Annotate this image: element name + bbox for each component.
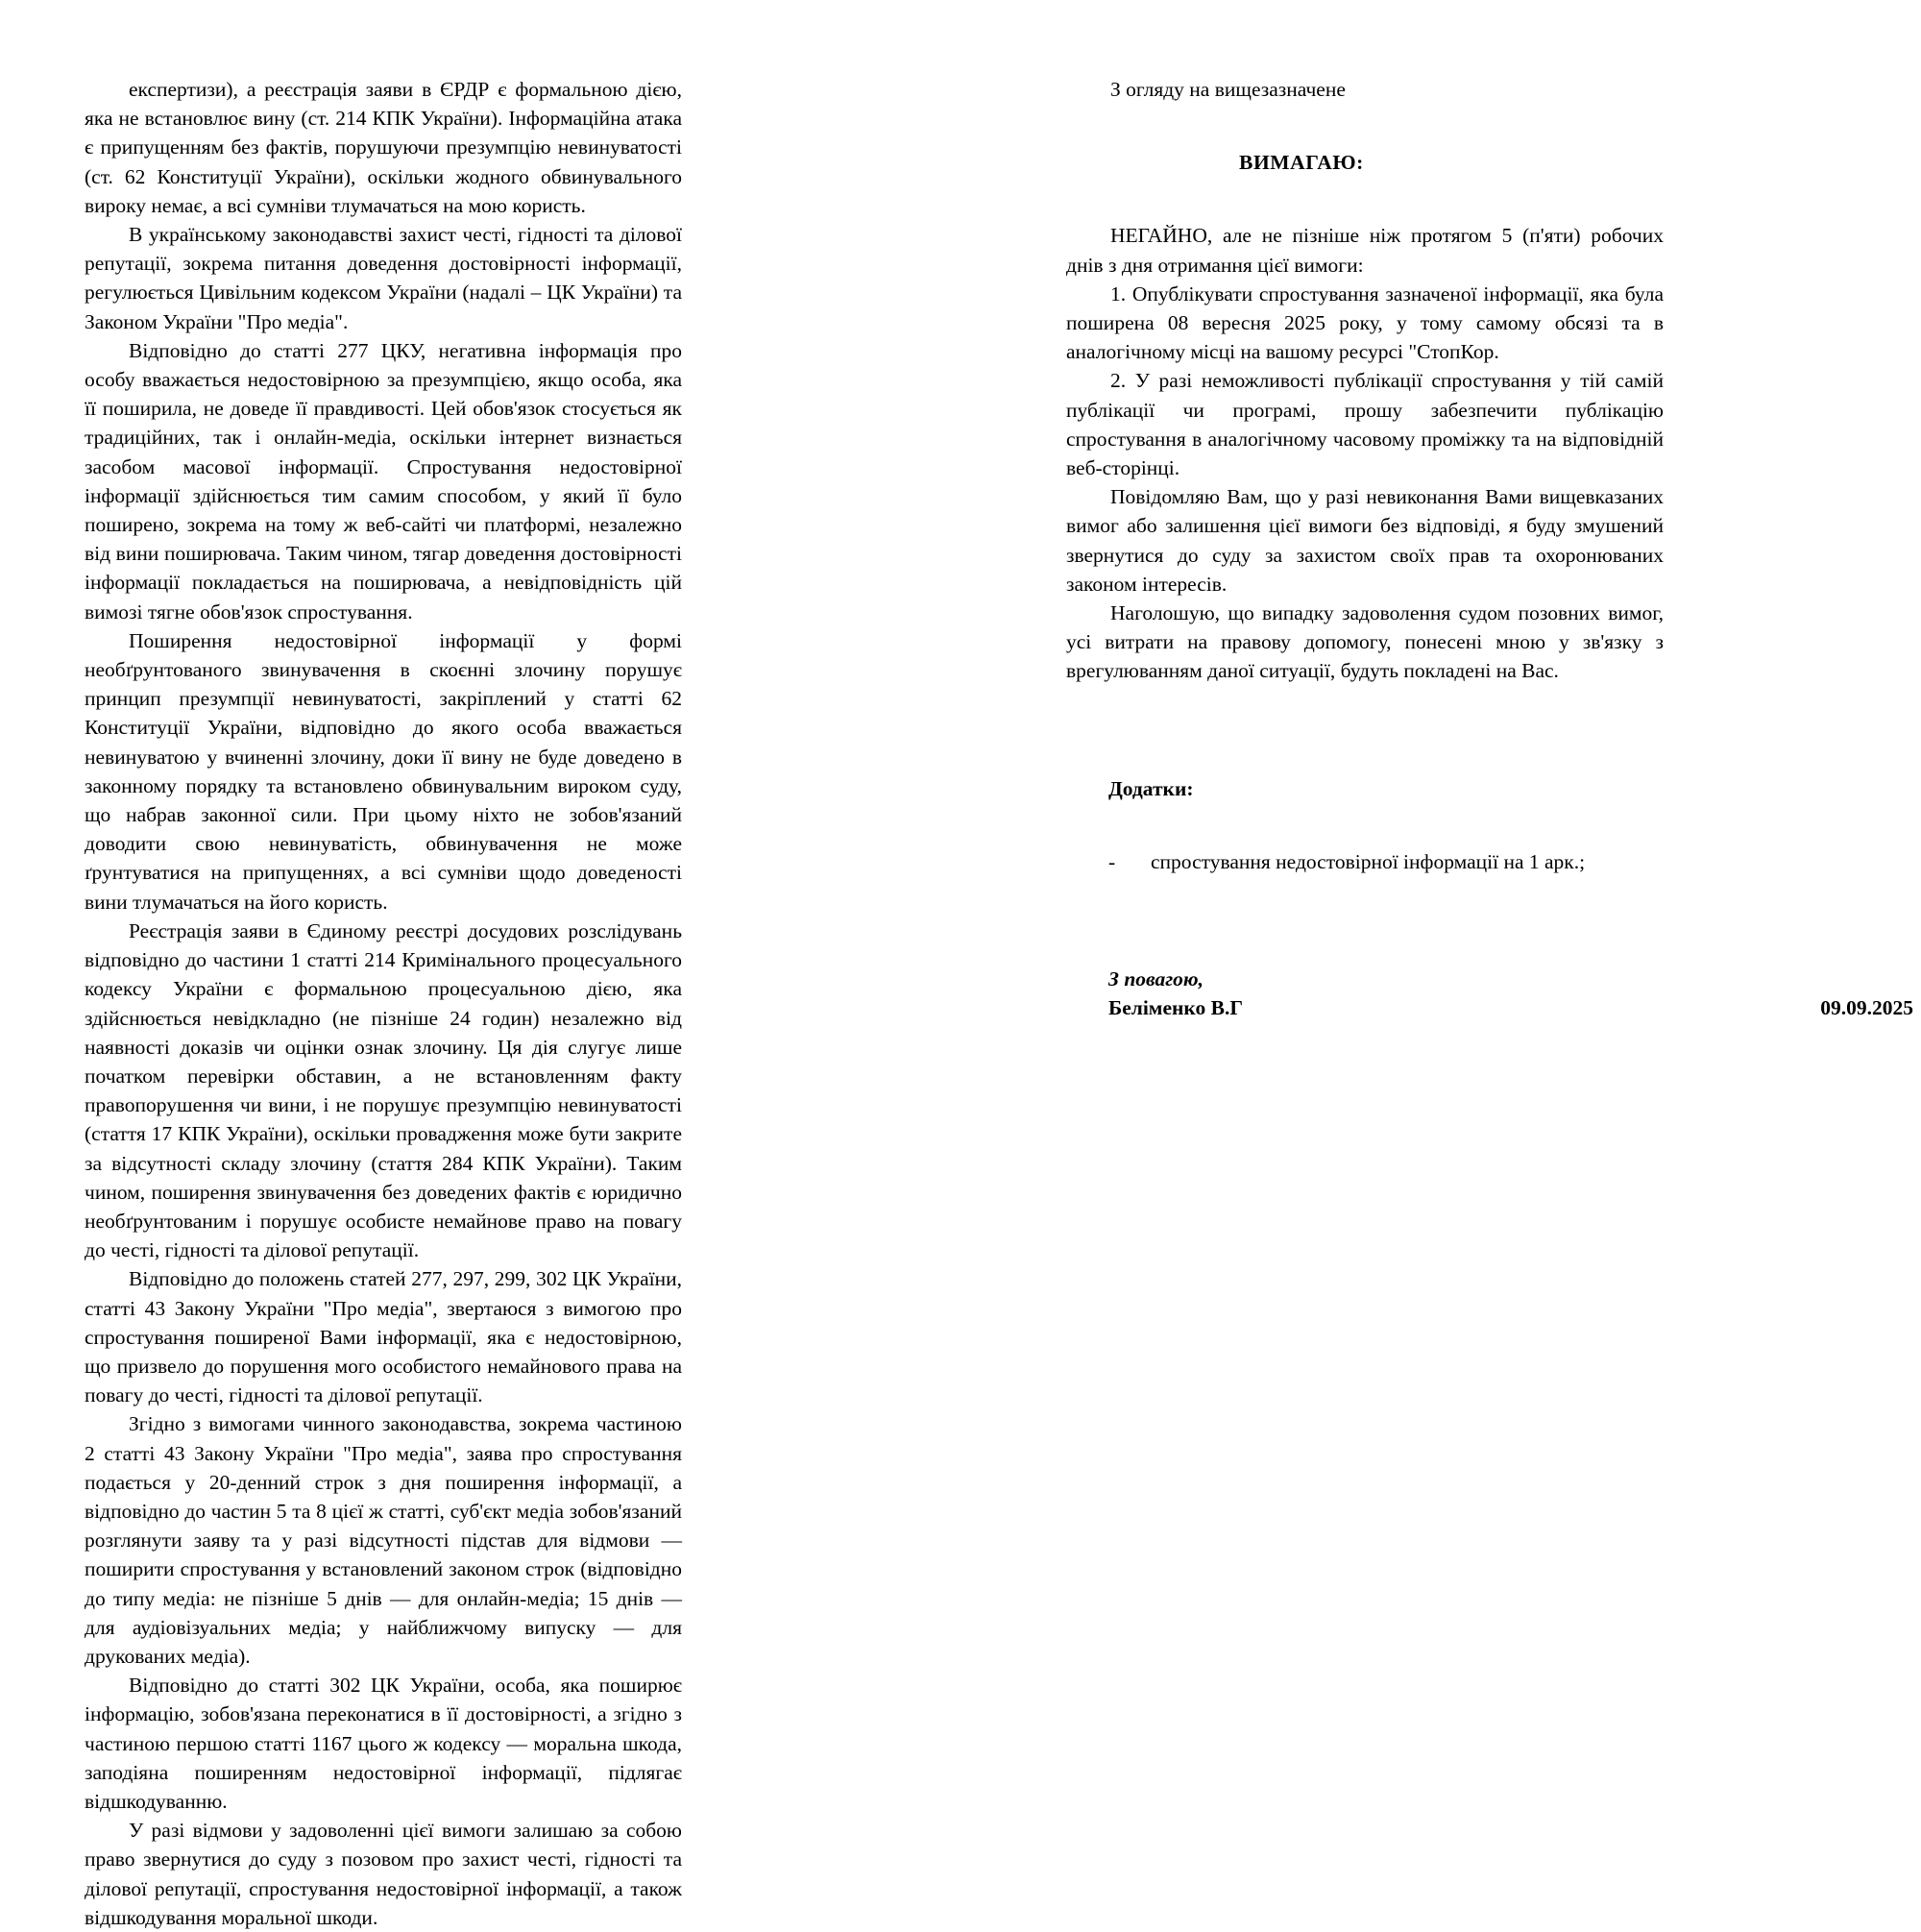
deadline-paragraph: НЕГАЙНО, але не пізніше ніж протягом 5 (п'яти) робочих днів з дня отримання цієї вимоги: <box>1066 224 1664 277</box>
attachments-title: Додатки: <box>1108 776 1194 800</box>
document-page-left <box>0 0 960 1929</box>
paragraph-presumption-innocence: Поширення недостовірної інформації у формі необґрунтованого звинувачення в скоєнні злочину порушує принцип презумпції невинуватості, закріплений у статті 62 Конституції України, відповідно до якого особа вважається невинуватою у вчиненні злочину, доки її вину не буде доведено в законному порядку та встановлено обвинувальним вироком суду, що набрав законної сили. При цьому ніхто не зобов'язаний доводити свою невинуватість, обвинувачення не може ґрунтуватися на припущеннях, а всі сумніви щодо доведеності вини тлумачаться на його користь. <box>85 628 682 914</box>
document-page-right <box>960 0 1921 1367</box>
spacer <box>1066 803 1664 847</box>
left-page-text-column <box>85 75 682 1932</box>
closing-paragraph-costs: Наголошую, що випадку задоволення судом позовних вимог, усі витрати на правову допомогу, понесені мною у зв'язку з врегулюванням даної ситуації, будуть покладені на Вас. <box>1066 601 1664 683</box>
paragraph-media-law-deadlines: Згідно з вимогами чинного законодавства, зокрема частиною 2 статті 43 Закону України "Про медіа", заява про спростування подається у 20-денний строк з дня поширення інформації, а відповідно до частин 5 та 8 цієї ж статті, суб'єкт медіа зобов'язаний розглянути заяву та у разі відсутності підстав для відмови — поширити спростування у встановлений законом строк (відповідно до типу медіа: не пізніше 5 днів — для онлайн-медіа; 15 днів — для аудіовізуальних медіа; у найближчому випуску — для друкованих медіа). <box>85 1412 682 1668</box>
paragraph-legislation-overview: В українському законодавстві захист честі, гідності та ділової репутації, зокрема питання доведення достовірності інформації, регулюється Цивільним кодексом України (надалі – ЦК України) та Законом України "Про медіа". <box>85 223 682 333</box>
spacer <box>1066 104 1664 148</box>
paragraph-article-302-1167: Відповідно до статті 302 ЦК України, особа, яка поширює інформацію, зобов'язана переконатися в її достовірності, а згідно з частиною першою статті 1167 цього ж кодексу — моральна шкода, заподіяна поширенням недостовірної інформації, підлягає відшкодуванню. <box>85 1674 682 1813</box>
intro-line: З огляду на вищезазначене <box>1110 78 1346 101</box>
paragraph-demand-refutation: Відповідно до положень статей 277, 297, 299, 302 ЦК України, статті 43 Закону України "Про медіа", звертаюся з вимогою про спростування поширеної Вами інформації, яка є недостовірною, що призвело до порушення мого особистого немайнового права на повагу до честі, гідності та ділової репутації. <box>85 1267 682 1407</box>
demand-heading: ВИМАГАЮ: <box>1239 151 1364 175</box>
demand-item-2: 2. У разі неможливості публікації спростування у тій самій публікації чи програмі, прошу забезпечити публікацію спростування в аналогічному часовому проміжку та на відповідній веб-сторінці. <box>1066 369 1664 480</box>
spacer <box>1066 686 1664 774</box>
paragraph-erdr-registration: Реєстрація заяви в Єдиному реєстрі досудових розслідувань відповідно до частини 1 статті 214 Кримінального процесуального кодексу України є формальною процесуальною дією, яка здійснюється невідкладно (не пізніше 24 годин) незалежно від наявності доказів чи оцінки ознак злочину. Ця дія слугує лише початком перевірки обставин, а не встановленням факту правопорушення чи вини, і не порушує презумпцію невинуватості (стаття 17 КПК України), оскільки провадження може бути закрите за відсутності складу злочину (стаття 284 КПК України). Таким чином, поширення звинувачення без доведених фактів є юридично необґрунтованим і порушує особисте немайнове право на повагу до честі, гідності та ділової репутації. <box>85 918 682 1262</box>
paragraph-continuation: експертизи), а реєстрація заяви в ЄРДР є формальною дією, яка не встановлює вину (ст. 214 КПК України). Інформаційна атака є припущенням без фактів, порушуючи презумпцію невинуватості (ст. 62 Конституції України), оскільки жодного обвинувального вироку немає, а всі сумніви тлумачаться на мою користь. <box>85 78 682 217</box>
spacer <box>1066 876 1664 965</box>
right-page-text-column <box>1066 75 1913 1022</box>
paragraph-court-recourse: У разі відмови у задоволенні цієї вимоги залишаю за собою право звернутися до суду з позовом про захист честі, гідності та ділової репутації, спростування недостовірної інформації, а також відшкодування моральної шкоди. <box>85 1819 682 1929</box>
signature-respect-line: З повагою, <box>1108 967 1204 991</box>
paragraph-article-277: Відповідно до статті 277 ЦКУ, негативна інформація про особу вважається недостовірною за презумпцією, якщо особа, яка її поширила, не доведе її правдивості. Цей обов'язок стосується як традиційних, так і онлайн-медіа, оскільки інтернет визнається засобом масової інформації. Спростування недостовірної інформації здійснюється тим самим способом, у який її було поширено, зокрема на тому ж веб-сайті чи платформі, незалежно від вини поширювача. Таким чином, тягар доведення достовірності інформації покладається на поширювача, а невідповідність цій вимозі тягне обов'язок спростування. <box>85 338 682 624</box>
attachment-text: спростування недостовірної інформації на 1 арк.; <box>1151 849 1586 873</box>
spacer <box>1066 177 1664 221</box>
attachment-list-item <box>1066 847 1664 876</box>
closing-paragraph-court: Повідомляю Вам, що у разі невиконання Вами вищевказаних вимог або залишення цієї вимоги без відповіді, я буду змушений звернутися до суду за захистом своїх прав та охоронюваних законом інтересів. <box>1066 485 1664 596</box>
attachment-bullet: - <box>1108 849 1116 873</box>
signature-row <box>1066 993 1921 1022</box>
signature-name: Беліменко В.Г <box>1108 996 1243 1020</box>
signature-date: 09.09.2025 <box>1820 996 1913 1020</box>
demand-item-1: 1. Опублікувати спростування зазначеної інформації, яка була поширена 08 вересня 2025 року, у тому самому обсязі та в аналогічному місці на вашому ресурсі "СтопКор. <box>1066 281 1664 364</box>
